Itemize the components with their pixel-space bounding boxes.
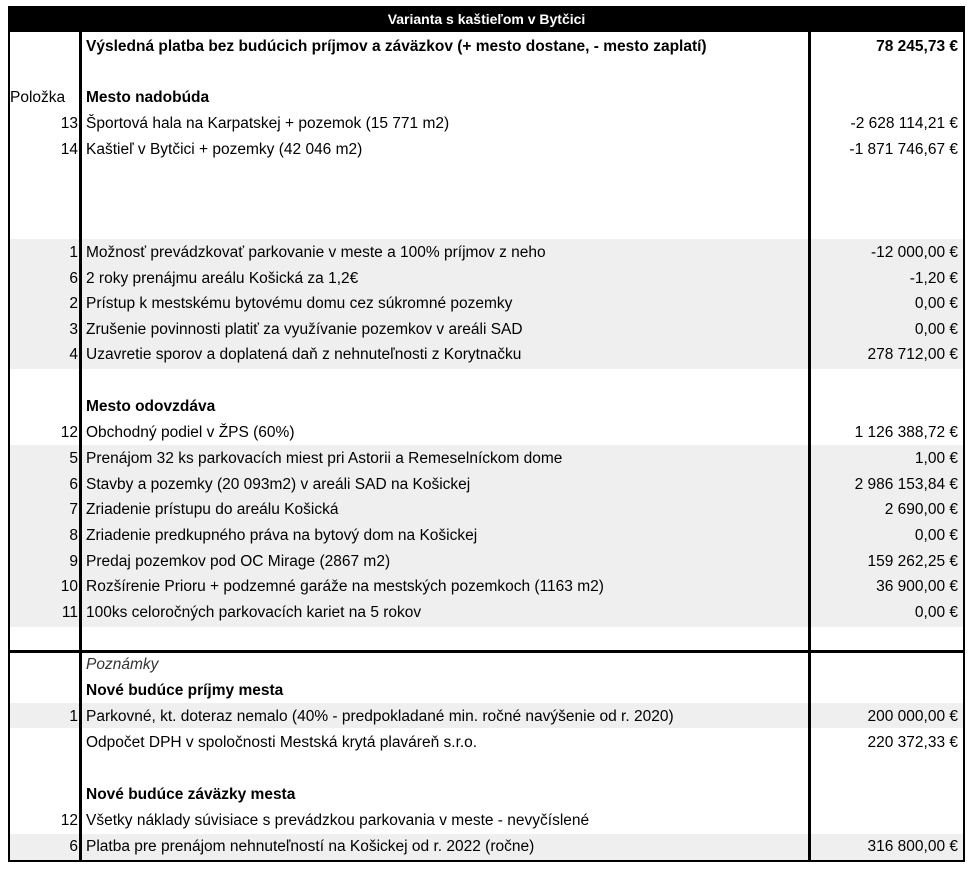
table-row (0, 446, 969, 472)
item-value: 278 712,00 € (867, 346, 958, 363)
table-row (0, 652, 969, 678)
item-description: Mesto nadobúda (86, 89, 210, 106)
item-description: Všetky náklady súvisiace s prevádzkou parkovania v meste - nevyčíslené (86, 812, 590, 829)
item-description: Stavby a pozemky (20 093m2) v areáli SAD na Košickej (86, 476, 471, 493)
item-description: Prenájom 32 ks parkovacích miest pri Astorii a Remeselníckom dome (86, 450, 563, 467)
item-number: 6 (69, 476, 78, 493)
table-row (0, 266, 969, 292)
table-row (0, 291, 969, 317)
item-number: Položka (10, 89, 66, 106)
item-value: -12 000,00 € (870, 244, 958, 261)
item-value: 0,00 € (914, 295, 958, 312)
grid-line (808, 32, 811, 862)
item-description: Zrušenie povinnosti platiť za využívanie pozemkov v areáli SAD (86, 321, 523, 338)
item-value: 0,00 € (914, 604, 958, 621)
item-number: 14 (60, 141, 78, 158)
item-number: 2 (69, 295, 78, 312)
table-row (0, 600, 969, 626)
item-number: 12 (60, 424, 78, 441)
table-row (0, 317, 969, 343)
item-number: 6 (69, 270, 78, 287)
item-description: Rozšírenie Prioru + podzemné garáže na mestských pozemkoch (1163 m2) (86, 578, 604, 595)
table-row (0, 85, 969, 111)
item-description: Prístup k mestskému bytovému domu cez súkromné pozemky (86, 295, 513, 312)
item-number: 1 (69, 708, 78, 725)
item-number: 3 (69, 321, 78, 338)
grid-line (8, 650, 965, 653)
table-row (0, 420, 969, 446)
table-row (0, 678, 969, 704)
sheet-title: Varianta s kaštieľom v Bytčici (8, 6, 965, 32)
table-row (0, 730, 969, 756)
item-number: 7 (69, 501, 78, 518)
item-number: 13 (60, 115, 78, 132)
table-row (0, 394, 969, 420)
item-description: Možnosť prevádzkovať parkovanie v meste a 100% príjmov z neho (86, 244, 546, 261)
item-description: Zriadenie predkupného práva na bytový dom na Košickej (86, 527, 478, 544)
item-description: Uzavretie sporov a doplatená daň z nehnuteľnosti z Korytnačku (86, 346, 522, 363)
table-row (0, 523, 969, 549)
table-row (0, 472, 969, 498)
item-value: -1 871 746,67 € (849, 141, 958, 158)
item-description: Kaštieľ v Bytčici + pozemky (42 046 m2) (86, 141, 363, 158)
table-row (0, 549, 969, 575)
grid-line (963, 32, 965, 862)
item-value: 0,00 € (914, 321, 958, 338)
table-row (0, 574, 969, 600)
table-row (0, 137, 969, 163)
item-number: 12 (60, 812, 78, 829)
item-value: 316 800,00 € (867, 838, 958, 855)
table-row (0, 782, 969, 808)
item-number: 6 (69, 838, 78, 855)
item-description: Parkovné, kt. doteraz nemalo (40% - predpokladané min. ročné navýšenie od r. 2020) (86, 708, 674, 725)
item-value: -1,20 € (909, 270, 958, 287)
table-row (0, 111, 969, 137)
item-description: Obchodný podiel v ŽPS (60%) (86, 424, 295, 441)
item-value: 1,00 € (914, 450, 958, 467)
item-number: 8 (69, 527, 78, 544)
item-description: Mesto odovzdáva (86, 398, 216, 415)
item-description: Športová hala na Karpatskej + pozemok (15 771 m2) (86, 115, 450, 132)
item-description: Výsledná platba bez budúcich príjmov a záväzkov (+ mesto dostane, - mesto zaplatí) (86, 38, 707, 55)
item-number: 4 (69, 346, 78, 363)
item-number: 1 (69, 244, 78, 261)
table-row (0, 834, 969, 860)
item-value: -2 628 114,21 € (850, 115, 958, 132)
item-value: 2 690,00 € (884, 501, 958, 518)
table-row (0, 497, 969, 523)
item-value: 36 900,00 € (876, 578, 958, 595)
item-value: 0,00 € (914, 527, 958, 544)
table-row (0, 240, 969, 266)
item-value: 1 126 388,72 € (854, 424, 958, 441)
item-value: 2 986 153,84 € (854, 476, 958, 493)
item-number: 5 (69, 450, 78, 467)
item-description: Zriadenie prístupu do areálu Košická (86, 501, 339, 518)
item-value: 159 262,25 € (867, 553, 958, 570)
item-value: 220 372,33 € (867, 734, 958, 751)
item-number: 11 (61, 604, 78, 621)
grid-line (8, 860, 965, 862)
item-number: 9 (69, 553, 78, 570)
grid-line (8, 32, 10, 862)
item-description: 2 roky prenájmu areálu Košická za 1,2€ (86, 270, 359, 287)
item-description: Predaj pozemkov pod OC Mirage (2867 m2) (86, 553, 391, 570)
grid-line (79, 32, 82, 862)
table-row (0, 704, 969, 730)
table-row (0, 808, 969, 834)
table-row (0, 34, 969, 60)
item-description: 100ks celoročných parkovacích kariet na 5 rokov (86, 604, 422, 621)
item-description: Nové budúce príjmy mesta (86, 682, 284, 699)
item-description: Nové budúce záväzky mesta (86, 786, 296, 803)
item-number: 10 (60, 578, 78, 595)
table-row (0, 342, 969, 368)
item-description: Platba pre prenájom nehnuteľností na Košickej od r. 2022 (ročne) (86, 838, 535, 855)
item-value: 200 000,00 € (867, 708, 958, 725)
item-description: Poznámky (86, 656, 159, 673)
item-description: Odpočet DPH v spoločnosti Mestská krytá plaváreň s.r.o. (86, 734, 478, 751)
item-value: 78 245,73 € (876, 38, 958, 55)
